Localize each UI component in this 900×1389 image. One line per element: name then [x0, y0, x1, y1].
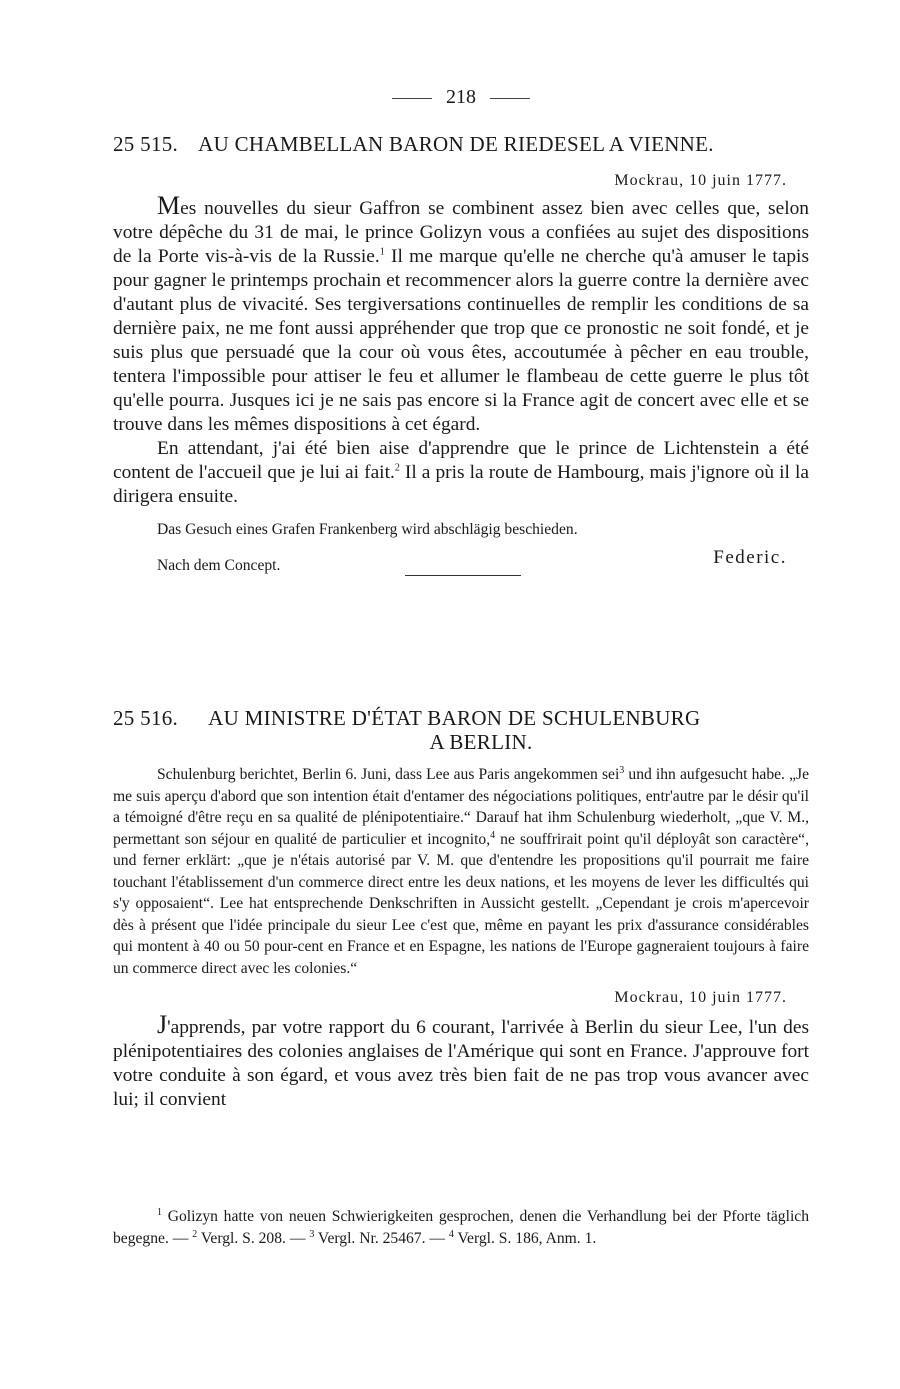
paragraph-text: es nouvelles du sieur Gaffron se combinent assez bien avec celles que, selon votre dépêche du 31 de mai, le prince Golizyn vous a confiées au sujet des dispositions de la Porte vis-à-vis de la Russie. — [113, 198, 809, 267]
footnote-text: Vergl. S. 186, Anm. 1. — [453, 1230, 597, 1247]
letter-title: AU MINISTRE D'ÉTAT BARON DE SCHULENBURG — [208, 706, 701, 730]
summary — [113, 764, 809, 979]
source-note: Nach dem Concept. — [157, 556, 281, 574]
header-dash-right — [490, 98, 530, 99]
paragraph-text: Il me marque qu'elle ne cherche qu'à amuser le tapis pour gagner le printemps prochain et recommencer alors la guerre contre la dernière avec d'autant plus de vivacité. Ses tergiversations continuelles de remplir les conditions de sa dernière paix, ne me font aussi appréhender que trop que ce pronostic ne soit fondé, et je suis plus que persuadé que la cour où vous êtes, accoutumée à pêcher en eau trouble, tentera l'impossible pour attiser le feu et allumer le flambeau de cette guerre le plus tôt qu'elle pourra. Jusques ici je ne sais pas encore si la France agit de concert avec elle et se trouve dans les mêmes dispositions à cet égard. — [113, 246, 809, 435]
summary-text: und ihn aufgesucht habe. „Je me suis aperçu d'abord que son intention était d'entamer des négociations politiques, entr'autre par le désir qu'il a témoigné d'être reçu en sa qualité de plénipotentiaire.“ Darauf hat ihm Schulenburg wiederholt, „que V. M., permettant son séjour en qualité de particulier et incognito, — [113, 766, 809, 848]
paragraph-text: En attendant, j'ai été bien aise d'apprendre que le prince de Lichtenstein a été content de l'accueil que je lui ai fait. — [113, 438, 809, 483]
footnote-marker: 1 — [379, 246, 385, 258]
letter-body — [113, 191, 809, 509]
paragraph-text: Il a pris la route de Hambourg, mais j'ignore où il la dirigera ensuite. — [113, 462, 809, 507]
paragraph-text: 'apprends, par votre rapport du 6 courant, l'arrivée à Berlin du sieur Lee, l'un des plénipotentiaires des colonies anglaises de l'Amérique qui sont en France. J'approuve fort votre conduite à son égard, et vous avez très bien fait de ne pas trop vous avancer avec lui; il convient — [113, 1017, 809, 1110]
footnote-block — [113, 1206, 809, 1250]
footnote-marker: 3 — [619, 764, 625, 776]
letter-title: AU CHAMBELLAN BARON DE RIEDESEL A VIENNE. — [198, 132, 714, 156]
footnote-marker: 2 — [394, 462, 400, 474]
header-dash-left — [392, 98, 432, 99]
summary-paragraph — [113, 764, 809, 979]
dateline: Mockrau, 10 juin 1777. — [614, 989, 787, 1006]
letter-heading — [113, 132, 809, 156]
footnote-number: 1 — [157, 1206, 162, 1218]
footnote-text: Vergl. S. 208. — — [197, 1230, 310, 1247]
footnote-number: 3 — [309, 1228, 315, 1240]
summary-text: ne souffrirait point qu'il déployât son caractère“, und ferner erklärt: „que je n'étais autorisé par V. M. que d'entendre les propositions qu'il pourrait me faire touchant l'établissement d'un commerce direct entre les deux nations, et les moyens de lever les difficultés qui s'y opposaient“. Lee hat entsprechende Denkschriften in Aussicht gestellt. „Cependant je crois m'apercevoir dès à présent que l'idée principale du sieur Lee c'est que, même en payant les prix d'assurance considérables qui montent à 40 ou 50 pour-cent en France et en Espagne, les nations de l'Europe gagneraient toujours à faire un commerce direct avec les colonies.“ — [113, 830, 809, 977]
letter-number: 25 515. — [113, 132, 179, 156]
letter-25515 — [113, 132, 809, 587]
separator-rule — [405, 575, 521, 576]
dateline: Mockrau, 10 juin 1777. — [614, 172, 787, 189]
letter-number: 25 516. — [113, 706, 179, 730]
footnote-text: Golizyn hatte von neuen Schwierigkeiten gesprochen, denen die Verhandlung bei der Pforte täglich begegne. — — [113, 1208, 809, 1247]
footnote-number: 2 — [192, 1228, 198, 1240]
paragraph — [113, 437, 809, 509]
signature-row — [113, 547, 809, 587]
letter-heading — [113, 706, 809, 754]
footnote-marker: 4 — [490, 829, 496, 841]
letter-25516 — [113, 706, 809, 1112]
paragraph — [113, 1010, 809, 1112]
initial-letter: M — [157, 191, 181, 220]
summary-text: Schulenburg berichtet, Berlin 6. Juni, dass Lee aus Paris angekommen sei — [157, 766, 620, 783]
initial-letter: J — [157, 1010, 168, 1039]
footnote-text: Vergl. Nr. 25467. — — [314, 1230, 449, 1247]
page-number: 218 — [446, 86, 476, 108]
signature: Federic. — [713, 546, 787, 568]
letter-title-line2: A BERLIN. — [429, 730, 533, 754]
editorial-note: Das Gesuch eines Grafen Frankenberg wird abschlägig beschieden. — [157, 521, 578, 538]
footnotes — [113, 1206, 809, 1250]
footnote-number: 4 — [448, 1228, 454, 1240]
paragraph — [113, 191, 809, 437]
page-header — [113, 86, 809, 109]
letter-body — [113, 1010, 809, 1112]
